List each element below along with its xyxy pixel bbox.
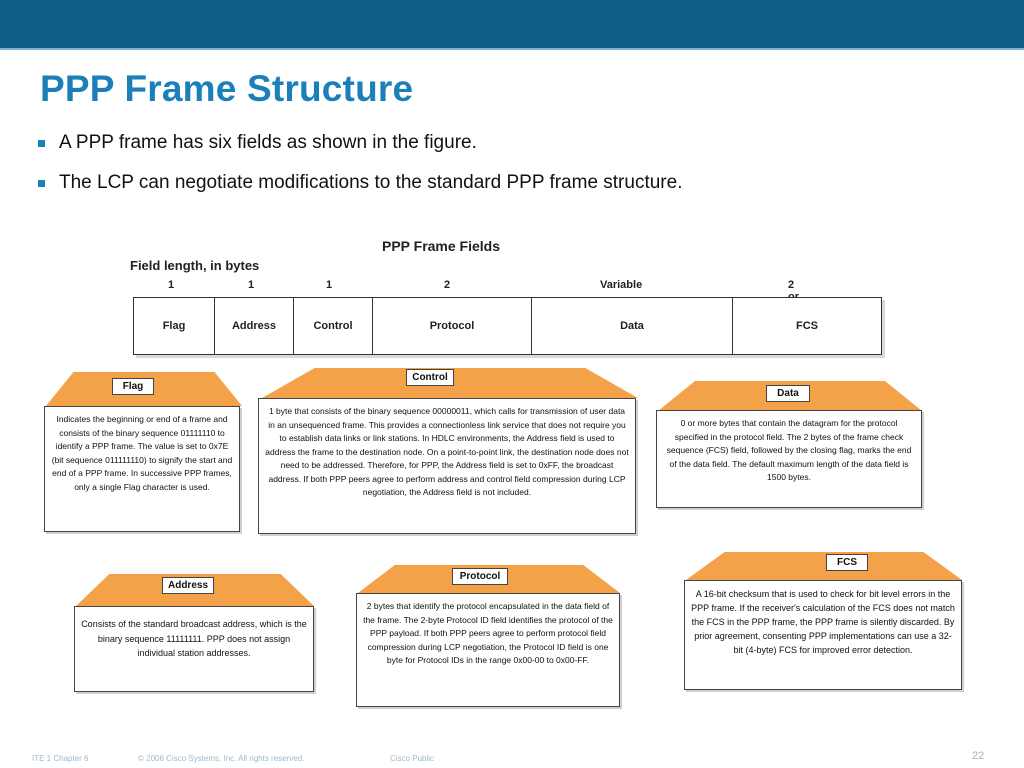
field-size-flag: 1 [168,279,175,291]
callout-text: A 16-bit checksum that is used to check for bit level errors in the PPP frame. If the receiver's calculation of the FCS does not match the FCS in the PPP frame, the PPP frame is silently discarded. By prior agreement, consenting PPP implementations can use a 32-bit (4-byte) FCS for improved error detection. [684,580,962,690]
field-length-label: Field length, in bytes [130,258,260,273]
field-cell-data: Data [532,298,733,354]
banner-divider [0,48,1024,50]
field-size-protocol: 2 [444,279,451,291]
footer-classification: Cisco Public [390,754,435,763]
slide-title: PPP Frame Structure [40,68,414,109]
bullet-item [38,172,682,212]
callout-header-shape [686,552,962,580]
field-size-fcs: 2 [788,279,795,291]
field-size-control: 1 [326,279,333,291]
footer-copyright: © 2006 Cisco Systems, Inc. All rights reserved. [138,754,305,763]
bullet-list [38,132,682,212]
frame-fields-table [133,297,882,355]
field-size-address: 1 [248,279,255,291]
callout-label: Data [766,385,810,402]
callout-text: 1 byte that consists of the binary sequence 00000011, which calls for transmission of user data in an unsequenced frame. This provides a connectionless link service that does not require you to establish data links or link stations. In HDLC environments, the Address field is used to address the frame to the destination node. On a point-to-point link, the destination node does not need to be addressed. Therefore, for PPP, the Address field is set to 0xFF, the broadcast address. If both PPP peers agree to perform address and control field compression during LCP negotiation, the Address field is not included. [258,398,636,534]
field-size-data: Variable [600,279,643,291]
page-number: 22 [972,750,985,762]
field-cell-protocol: Protocol [373,298,532,354]
bullet-text: A PPP frame has six fields as shown in the figure. [59,132,477,153]
footer-course: ITE 1 Chapter 6 [32,754,89,763]
field-cell-flag: Flag [134,298,215,354]
callout-text: Indicates the beginning or end of a frame and consists of the binary sequence 01111110 to identify a PPP frame. The value is set to 0x7E (bit sequence 011111110) to signify the start and end of a PPP frame. In successive PPP frames, only a single Flag character is used. [44,406,240,532]
field-cell-address: Address [215,298,294,354]
bullet-text: The LCP can negotiate modifications to the standard PPP frame structure. [59,172,683,193]
callout-text: 2 bytes that identify the protocol encapsulated in the data field of the frame. The 2-byte Protocol ID field identifies the protocol of the PPP payload. If both PPP peers agree to perform protocol field compression during LCP negotiation, the Protocol ID field is one byte for Protocol IDs in the range 0x00-00 to 0x00-FF. [356,593,620,707]
callout-text: 0 or more bytes that contain the datagram for the protocol specified in the protocol field. The 2 bytes of the frame check sequence (FCS) field, followed by the closing flag, marks the end of the data field. The default maximum length of the data field is 1500 bytes. [656,410,922,508]
bullet-item [38,132,682,172]
field-cell-control: Control [294,298,373,354]
callout-label: Address [162,577,214,594]
callout-label: Control [406,369,454,386]
callout-label: FCS [826,554,868,571]
field-cell-fcs: FCS [796,320,818,332]
callout-label: Protocol [452,568,508,585]
square-bullet-icon [38,140,45,147]
square-bullet-icon [38,180,45,187]
figure-title: PPP Frame Fields [382,238,501,254]
callout-text: Consists of the standard broadcast address, which is the binary sequence 11111111. PPP does not assign individual station addresses. [74,606,314,692]
callout-label: Flag [112,378,154,395]
top-banner [0,0,1024,48]
